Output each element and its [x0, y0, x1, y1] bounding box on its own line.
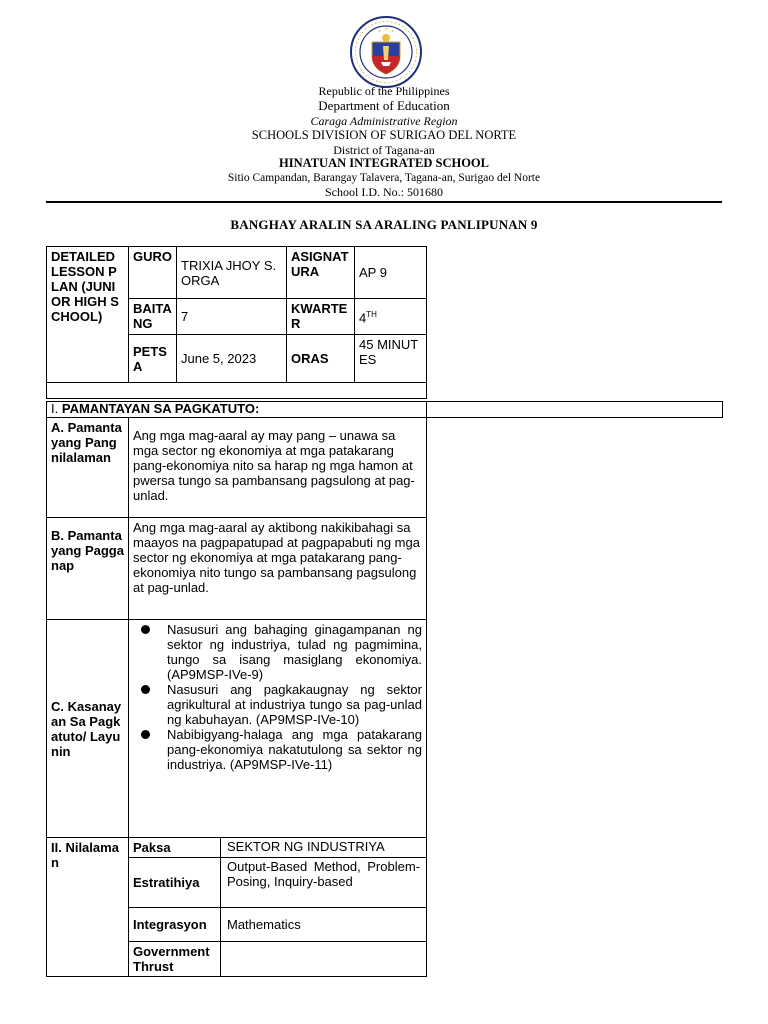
integrasyon-label: Integrasyon	[129, 908, 221, 942]
lesson-meta-table	[46, 246, 427, 399]
section1-title: PAMANTAYAN SA PAGKATUTO:	[61, 401, 260, 416]
bullet-icon	[141, 625, 150, 634]
baitang-value: 7	[177, 299, 287, 335]
header-school-id: School I.D. No.: 501680	[325, 185, 443, 199]
pamantayang-pagganap-label: B. Pamantayang Pagganap	[47, 518, 129, 620]
kasanayan-list	[133, 622, 422, 772]
header-department: Department of Education	[318, 98, 450, 113]
guro-value: TRIXIA JHOY S. ORGA	[177, 247, 287, 299]
document-title: BANGHAY ARALIN SA ARALING PANLIPUNAN 9	[230, 217, 538, 232]
pamantayang-pagganap-text: Ang mga mag-aaral ay aktibong nakikibahagi sa maayos na pagpapatupad at pagpapabuti ng mga sector ng ekonomiya at mga patakarang pang-ekonomiya nito tungo sa pambansang pagsulong at pag-unlad.	[129, 518, 427, 620]
paksa-value: SEKTOR NG INDUSTRIYA	[221, 838, 427, 858]
section1-heading-empty	[427, 402, 723, 418]
list-item-text: Nabibigyang-halaga ang mga patakarang pang-ekonomiya nakatutulong sa sektor ng industriya. (AP9MSP-IVe-11)	[167, 727, 422, 772]
integrasyon-value: Mathematics	[221, 908, 427, 942]
asignatura-label: ASIGNATURA	[287, 247, 355, 299]
kwarter-label: KWARTER	[287, 299, 355, 335]
kwarter-suffix: TH	[366, 310, 377, 320]
estratihiya-value: Output-Based Method, Problem-Posing, Inquiry-based	[221, 858, 427, 908]
pamantayang-pangnilalaman-text: Ang mga mag-aaral ay may pang – unawa sa mga sector ng ekonomiya at mga patakarang pang-ekonomiya nito sa harap ng mga hamon at pwersa tungo sa pambansang pagsulong at pag-unlad.	[129, 418, 427, 518]
header-region: Caraga Administrative Region	[310, 114, 458, 128]
kasanayan-label: C. Kasanayan Sa Pagkatuto/ Layunin	[47, 620, 129, 838]
kwarter-number: 4	[359, 310, 367, 326]
section1-heading	[47, 402, 427, 418]
section1-heading-table	[46, 401, 723, 418]
list-item-text: Nasusuri ang pagkakaugnay ng sektor agrikultural at industriya tungo sa pag-unlad ng kabuhayan. (AP9MSP-IVe-10)	[167, 682, 422, 727]
meta-spacer-row	[47, 383, 427, 399]
bullet-icon	[141, 730, 150, 739]
oras-value: 45 MINUTES	[355, 335, 427, 383]
list-item	[133, 622, 422, 682]
petsa-value: June 5, 2023	[177, 335, 287, 383]
kasanayan-list-cell	[129, 620, 427, 838]
header-address: Sitio Campandan, Barangay Talavera, Tagana-an, Surigao del Norte	[227, 172, 541, 184]
header-division: SCHOOLS DIVISION OF SURIGAO DEL NORTE	[251, 128, 517, 142]
paksa-label: Paksa	[129, 838, 221, 858]
plan-label: DETAILED LESSON PLAN (JUNIOR HIGH SCHOOL)	[47, 247, 129, 383]
pamantayang-pangnilalaman-label: A. Pamantayang Pangnilalaman	[47, 418, 129, 518]
section1-numeral: I.	[51, 401, 59, 416]
lesson-content-table	[46, 417, 427, 977]
list-item	[133, 682, 422, 727]
nilalaman-label: II. Nilalaman	[47, 838, 129, 977]
kwarter-value	[355, 299, 427, 335]
government-thrust-label: Government Thrust	[129, 942, 221, 977]
government-thrust-value	[221, 942, 427, 977]
petsa-label: PETSA	[129, 335, 177, 383]
header-school-name: HINATUAN INTEGRATED SCHOOL	[279, 156, 489, 170]
baitang-label: BAITANG	[129, 299, 177, 335]
guro-label: GURO	[129, 247, 177, 299]
asignatura-value: AP 9	[355, 247, 427, 299]
oras-label: ORAS	[287, 335, 355, 383]
header-republic: Republic of the Philippines	[318, 84, 450, 98]
header-divider	[46, 201, 722, 203]
list-item	[133, 727, 422, 772]
header-district: District of Tagana-an	[333, 143, 435, 157]
bullet-icon	[141, 685, 150, 694]
list-item-text: Nasusuri ang bahaging ginagampanan ng sektor ng industriya, tulad ng pagmimina, tungo sa isang masiglang ekonomiya. (AP9MSP-IVe-9)	[167, 622, 422, 682]
deped-seal-logo	[350, 16, 422, 88]
estratihiya-label: Estratihiya	[129, 858, 221, 908]
